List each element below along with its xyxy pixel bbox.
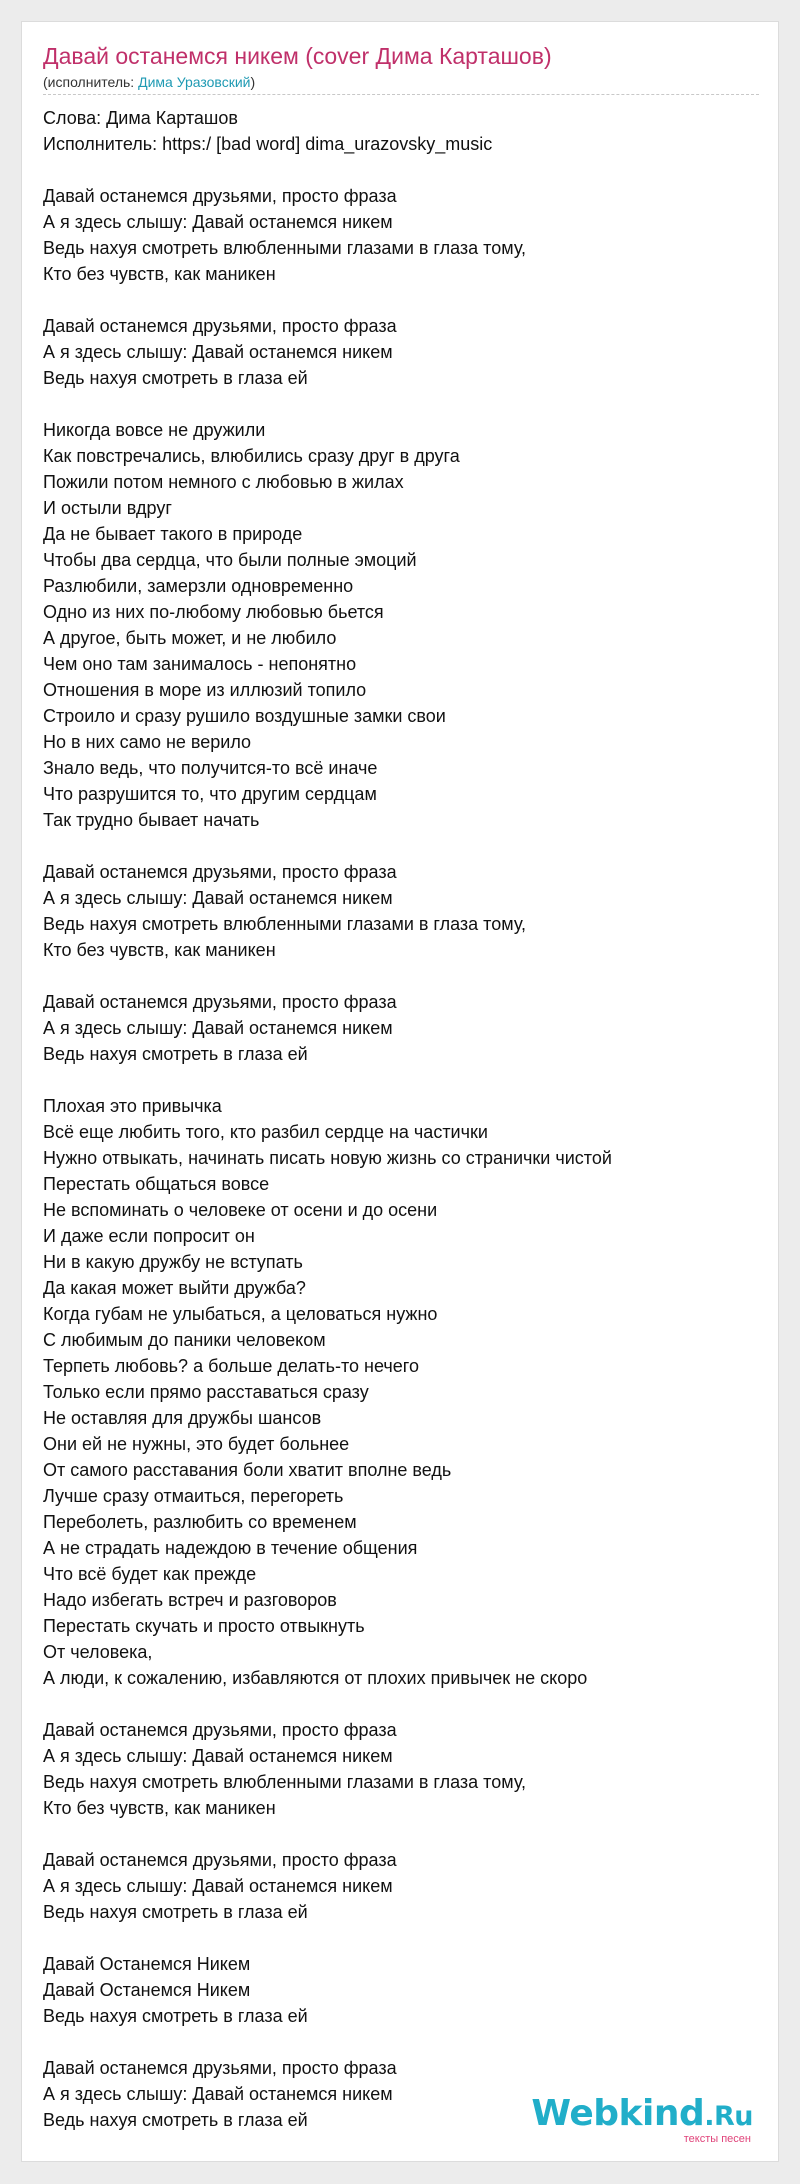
lyric-line: А я здесь слышу: Давай останемся никем — [43, 2084, 393, 2104]
lyric-line: Надо избегать встреч и разговоров — [43, 1590, 337, 1610]
lyric-line: Ведь нахуя смотреть в глаза ей — [43, 2110, 308, 2130]
lyric-blank-line — [43, 1691, 759, 1717]
lyric-line: Не оставляя для дружбы шансов — [43, 1408, 322, 1428]
lyric-line: Пожили потом немного с любовью в жилах — [43, 472, 404, 492]
lyric-line: Так трудно бывает начать — [43, 810, 260, 830]
lyric-line: От самого расставания боли хватит вполне ведь — [43, 1460, 452, 1480]
lyric-line: Ведь нахуя смотреть влюбленными глазами в глаза тому, — [43, 1772, 527, 1792]
lyrics-text — [43, 105, 759, 2133]
lyric-line: А я здесь слышу: Давай останемся никем — [43, 888, 393, 908]
logo-suffix: .Ru — [704, 2101, 753, 2132]
lyric-blank-line — [43, 2029, 759, 2055]
lyric-line: Давай останемся друзьями, просто фраза — [43, 1850, 397, 1870]
lyric-line: Только если прямо расставаться сразу — [43, 1382, 369, 1402]
lyric-line: Давай останемся друзьями, просто фраза — [43, 316, 397, 336]
title-divider — [43, 94, 759, 95]
lyric-line: Они ей не нужны, это будет больнее — [43, 1434, 350, 1454]
lyric-line: Давай останемся друзьями, просто фраза — [43, 1720, 397, 1740]
lyric-line: Когда губам не улыбаться, а целоваться нужно — [43, 1304, 438, 1324]
lyric-blank-line — [43, 1067, 759, 1093]
lyric-line: Переболеть, разлюбить со временем — [43, 1512, 357, 1532]
lyric-line: Давай останемся друзьями, просто фраза — [43, 186, 397, 206]
lyric-line: А другое, быть может, и не любило — [43, 628, 337, 648]
lyric-line: Строило и сразу рушило воздушные замки свои — [43, 706, 446, 726]
lyric-line: Давай Останемся Никем — [43, 1980, 251, 2000]
lyric-line: Но в них само не верило — [43, 732, 252, 752]
lyric-line: Ведь нахуя смотреть влюбленными глазами в глаза тому, — [43, 914, 527, 934]
lyric-line: Ведь нахуя смотреть влюбленными глазами в глаза тому, — [43, 238, 527, 258]
lyric-blank-line — [43, 833, 759, 859]
lyric-line: От человека, — [43, 1642, 153, 1662]
lyric-line: Отношения в море из иллюзий топило — [43, 680, 367, 700]
lyric-line: Лучше сразу отмаиться, перегореть — [43, 1486, 344, 1506]
lyric-blank-line — [43, 157, 759, 183]
lyric-line: Чем оно там занималось - непонятно — [43, 654, 357, 674]
lyric-line: Не вспоминать о человеке от осени и до осени — [43, 1200, 438, 1220]
lyric-line: Кто без чувств, как маникен — [43, 1798, 276, 1818]
performer-prefix: (исполнитель: — [43, 74, 139, 90]
lyric-blank-line — [43, 1925, 759, 1951]
lyric-blank-line — [43, 963, 759, 989]
lyric-line: А не страдать надеждою в течение общения — [43, 1538, 418, 1558]
lyric-line: Давай останемся друзьями, просто фраза — [43, 862, 397, 882]
lyric-line: Давай останемся друзьями, просто фраза — [43, 992, 397, 1012]
lyric-line: Да какая может выйти дружба? — [43, 1278, 306, 1298]
lyric-blank-line — [43, 287, 759, 313]
lyric-line: Что всё будет как прежде — [43, 1564, 257, 1584]
lyric-line: А я здесь слышу: Давай останемся никем — [43, 1746, 393, 1766]
logo-wordmark — [531, 2095, 753, 2136]
logo-tagline: тексты песен — [683, 2133, 751, 2145]
lyric-line: Как повстречались, влюбились сразу друг в друга — [43, 446, 460, 466]
lyric-line: Знало ведь, что получится-то всё иначе — [43, 758, 378, 778]
lyric-line: Нужно отвыкать, начинать писать новую жизнь со странички чистой — [43, 1148, 612, 1168]
lyric-line: Терпеть любовь? а больше делать-то нечего — [43, 1356, 419, 1376]
lyric-line: С любимым до паники человеком — [43, 1330, 326, 1350]
lyric-blank-line — [43, 391, 759, 417]
lyric-line: Слова: Дима Карташов — [43, 108, 238, 128]
lyric-line: Плохая это привычка — [43, 1096, 222, 1116]
lyric-line: Да не бывает такого в природе — [43, 524, 303, 544]
lyric-line: Кто без чувств, как маникен — [43, 940, 276, 960]
performer-link[interactable]: Дима Уразовский — [138, 74, 251, 90]
lyric-line: Ведь нахуя смотреть в глаза ей — [43, 1044, 308, 1064]
lyric-line: Что разрушится то, что другим сердцам — [43, 784, 377, 804]
lyric-line: И даже если попросит он — [43, 1226, 255, 1246]
lyric-blank-line — [43, 1821, 759, 1847]
lyric-line: Перестать общаться вовсе — [43, 1174, 270, 1194]
lyric-line: Перестать скучать и просто отвыкнуть — [43, 1616, 365, 1636]
lyric-line: Ведь нахуя смотреть в глаза ей — [43, 368, 308, 388]
lyric-line: Разлюбили, замерзли одновременно — [43, 576, 354, 596]
lyric-line: А я здесь слышу: Давай останемся никем — [43, 212, 393, 232]
song-title: Давай останемся никем (cover Дима Карташов) — [43, 43, 552, 69]
lyric-line: А люди, к сожалению, избавляются от плохих привычек не скоро — [43, 1668, 588, 1688]
lyric-line: А я здесь слышу: Давай останемся никем — [43, 1018, 393, 1038]
lyric-line: Никогда вовсе не дружили — [43, 420, 266, 440]
lyrics-card — [21, 21, 779, 2162]
lyric-line: Давай останемся друзьями, просто фраза — [43, 2058, 397, 2078]
lyric-line: Всё еще любить того, кто разбил сердце на частички — [43, 1122, 488, 1142]
lyric-line: Чтобы два сердца, что были полные эмоций — [43, 550, 417, 570]
lyric-line: А я здесь слышу: Давай останемся никем — [43, 342, 393, 362]
lyric-line: Ни в какую дружбу не вступать — [43, 1252, 303, 1272]
lyric-line: Ведь нахуя смотреть в глаза ей — [43, 1902, 308, 1922]
performer-line — [43, 73, 255, 91]
lyric-line: Ведь нахуя смотреть в глаза ей — [43, 2006, 308, 2026]
webkind-logo[interactable] — [531, 2095, 753, 2145]
lyric-line: Исполнитель: https:/ [bad word] dima_urazovsky_music — [43, 134, 493, 154]
lyric-line: Кто без чувств, как маникен — [43, 264, 276, 284]
logo-name: Webkind — [531, 2093, 705, 2134]
performer-suffix: ) — [250, 74, 256, 90]
lyric-line: Давай Останемся Никем — [43, 1954, 251, 1974]
lyric-line: А я здесь слышу: Давай останемся никем — [43, 1876, 393, 1896]
lyric-line: И остыли вдруг — [43, 498, 172, 518]
lyric-line: Одно из них по-любому любовью бьется — [43, 602, 384, 622]
